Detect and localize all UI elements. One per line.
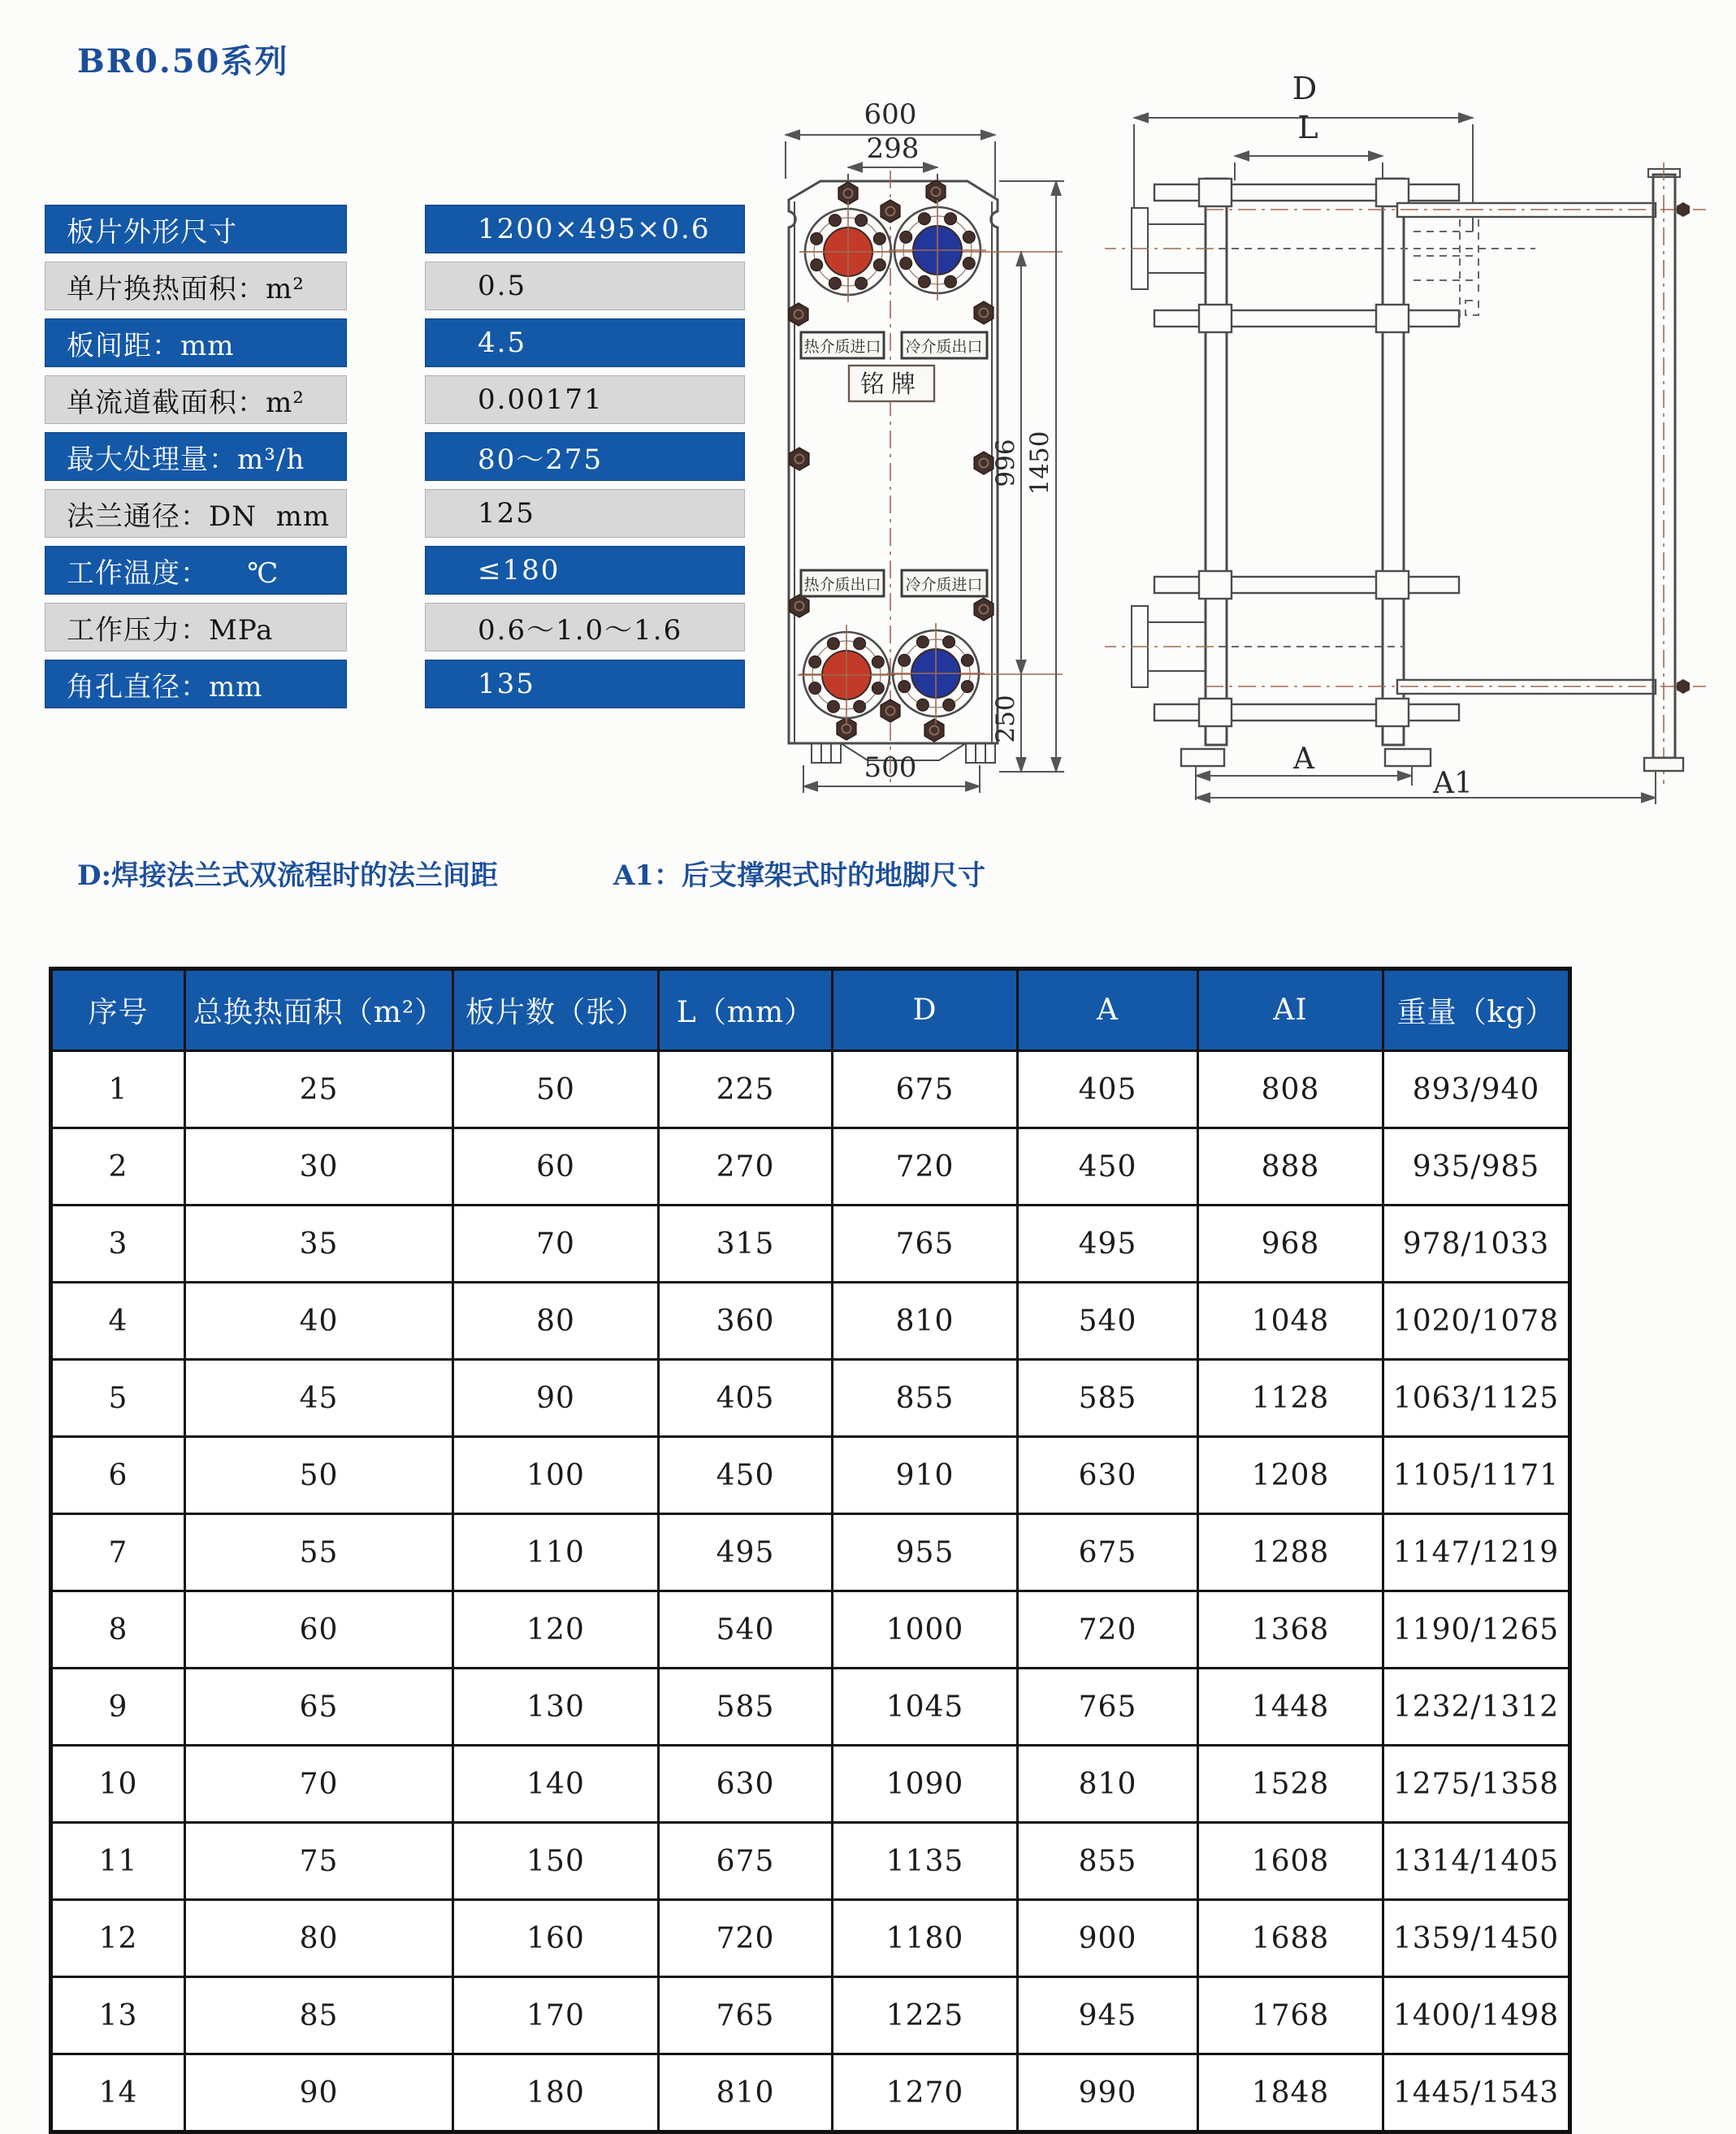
table-cell: 1288: [1198, 1514, 1383, 1591]
table-cell: 893/940: [1383, 1051, 1570, 1128]
table-cell: 450: [1018, 1128, 1198, 1206]
column-header: 总换热面积（m²）: [185, 969, 453, 1051]
table-cell: 8: [51, 1591, 185, 1669]
table-cell: 1180: [833, 1900, 1018, 1977]
table-cell: 1090: [833, 1746, 1018, 1823]
dim-A-label: A: [1293, 742, 1314, 776]
spec-value: 0.00171: [425, 375, 745, 424]
table-body: [51, 1051, 1570, 2132]
table-cell: 360: [659, 1283, 833, 1360]
table-cell: 110: [453, 1514, 659, 1591]
table-cell: 170: [453, 1977, 659, 2054]
table-cell: 180: [453, 2054, 659, 2132]
table-cell: 810: [659, 2054, 833, 2132]
table-cell: 585: [1018, 1360, 1198, 1437]
table-cell: 1: [51, 1051, 185, 1128]
table-row: [51, 1977, 1570, 2054]
table-cell: 990: [1018, 2054, 1198, 2132]
table-cell: 270: [659, 1128, 833, 1206]
table-cell: 1105/1171: [1383, 1437, 1570, 1514]
spec-label: 单片换热面积：m²: [45, 262, 347, 310]
table-cell: 25: [185, 1051, 453, 1128]
dim-D-label: D: [1292, 71, 1318, 106]
table-cell: 955: [833, 1514, 1018, 1591]
spec-value: 1200×495×0.6: [425, 205, 745, 253]
table-cell: 1448: [1198, 1669, 1383, 1746]
hot-outlet-label: 热介质出口: [803, 576, 881, 594]
column-header: 板片数（张）: [453, 969, 659, 1051]
table-cell: 1045: [833, 1669, 1018, 1746]
table-cell: 1225: [833, 1977, 1018, 2054]
spec-label: 最大处理量：m³/h: [45, 432, 347, 481]
spec-value-column: [425, 205, 745, 716]
table-cell: 80: [453, 1283, 659, 1360]
table-cell: 1768: [1198, 1977, 1383, 2054]
cold-outlet-label: 冷介质出口: [905, 338, 983, 356]
table-cell: 3: [51, 1206, 185, 1283]
table-row: [51, 1900, 1570, 1977]
movable-plate-foot: [1385, 749, 1431, 766]
dim-L-label: L: [1297, 110, 1318, 145]
table-cell: 9: [51, 1669, 185, 1746]
table-cell: 140: [453, 1746, 659, 1823]
spec-label-column: [45, 205, 347, 716]
table-cell: 5: [51, 1360, 185, 1437]
table-cell: 1314/1405: [1383, 1823, 1570, 1900]
footnote-line: [77, 853, 1621, 892]
table-cell: 2: [51, 1128, 185, 1206]
fixed-plate: [1206, 179, 1227, 745]
lower-pipe-flange: [1105, 606, 1404, 687]
column-header: 序号: [51, 969, 185, 1051]
upper-pipe-flange: [1105, 208, 1535, 289]
table-cell: 630: [1018, 1437, 1198, 1514]
table-cell: 225: [659, 1051, 833, 1128]
table-cell: 1688: [1198, 1900, 1383, 1977]
front-foot-right: [966, 743, 995, 763]
table-row: [51, 1051, 1570, 1128]
table-row: [51, 1669, 1570, 1746]
cold-port-bottom: [887, 623, 985, 724]
spec-value: 0.6～1.0～1.6: [425, 603, 745, 651]
dim-1450-label: 1450: [1025, 431, 1054, 496]
table-cell: 55: [185, 1514, 453, 1591]
spec-label: 工作温度： ℃: [45, 546, 347, 595]
table-row: [51, 1128, 1570, 1206]
table-cell: 60: [453, 1128, 659, 1206]
table-cell: 540: [659, 1591, 833, 1669]
table-header-row: [51, 969, 1570, 1051]
table-row: [51, 1283, 1570, 1360]
table-cell: 50: [185, 1437, 453, 1514]
footnote-a1: A1：后支撑架式时的地脚尺寸: [613, 859, 986, 892]
dim-996-label: 996: [991, 439, 1020, 487]
table-cell: 1190/1265: [1383, 1591, 1570, 1669]
rear-column-foot: [1644, 758, 1683, 771]
table-cell: 120: [453, 1591, 659, 1669]
table-cell: 4: [51, 1283, 185, 1360]
front-plate-foot: [1181, 749, 1224, 766]
table-cell: 50: [453, 1051, 659, 1128]
dim-500-label: 500: [864, 751, 917, 784]
table-row: [51, 1823, 1570, 1900]
spec-value: 80～275: [425, 432, 745, 481]
table-cell: 978/1033: [1383, 1206, 1570, 1283]
spec-value: 4.5: [425, 318, 745, 367]
table-cell: 30: [185, 1128, 453, 1206]
table-cell: 14: [51, 2054, 185, 2132]
table-cell: 1063/1125: [1383, 1360, 1570, 1437]
table-cell: 1020/1078: [1383, 1283, 1570, 1360]
table-row: [51, 1360, 1570, 1437]
table-cell: 910: [833, 1437, 1018, 1514]
table-cell: 675: [659, 1823, 833, 1900]
table-cell: 968: [1198, 1206, 1383, 1283]
column-header: A: [1018, 969, 1198, 1051]
table-cell: 1608: [1198, 1823, 1383, 1900]
table-cell: 12: [51, 1900, 185, 1977]
table-cell: 90: [185, 2054, 453, 2132]
table-cell: 75: [185, 1823, 453, 1900]
nameplate-label: 铭牌: [860, 370, 922, 399]
table-cell: 315: [659, 1206, 833, 1283]
spec-label: 工作压力：MPa: [45, 603, 347, 651]
spec-label: 板片外形尺寸: [45, 205, 347, 253]
table-cell: 888: [1198, 1128, 1383, 1206]
table-row: [51, 1206, 1570, 1283]
table-cell: 150: [453, 1823, 659, 1900]
cold-port-top: [889, 200, 986, 301]
table-cell: 720: [659, 1900, 833, 1977]
table-cell: 1528: [1198, 1746, 1383, 1823]
side-view-diagram: [1105, 57, 1736, 877]
table-cell: 1368: [1198, 1591, 1383, 1669]
column-header: D: [833, 969, 1018, 1051]
table-row: [51, 2054, 1570, 2132]
table-cell: 900: [1018, 1900, 1198, 1977]
table-cell: 10: [51, 1746, 185, 1823]
table-cell: 765: [1018, 1669, 1198, 1746]
footnote-d: D:焊接法兰式双流程时的法兰间距: [77, 859, 499, 892]
table-cell: 1270: [833, 2054, 1018, 2132]
table-cell: 855: [1018, 1823, 1198, 1900]
table-cell: 935/985: [1383, 1128, 1570, 1206]
table-cell: 6: [51, 1437, 185, 1514]
table-cell: 495: [659, 1514, 833, 1591]
dim-298-label: 298: [866, 132, 920, 165]
table-cell: 810: [1018, 1746, 1198, 1823]
page-title: BR0.50系列: [77, 42, 289, 80]
table-cell: 720: [1018, 1591, 1198, 1669]
table-cell: 540: [1018, 1283, 1198, 1360]
movable-plate: [1383, 179, 1404, 745]
spec-label: 板间距：mm: [45, 318, 347, 367]
table-cell: 810: [833, 1283, 1018, 1360]
table-cell: 130: [453, 1669, 659, 1746]
table-cell: 450: [659, 1437, 833, 1514]
table-cell: 100: [453, 1437, 659, 1514]
table-cell: 45: [185, 1360, 453, 1437]
table-cell: 765: [833, 1206, 1018, 1283]
table-cell: 720: [833, 1128, 1018, 1206]
table-cell: 1000: [833, 1591, 1018, 1669]
table-row: [51, 1514, 1570, 1591]
spec-value: 0.5: [425, 262, 745, 310]
spec-label: 法兰通径：DN mm: [45, 489, 347, 538]
front-foot-left: [812, 743, 841, 763]
table-cell: 1359/1450: [1383, 1900, 1570, 1977]
dim-250-label: 250: [991, 695, 1020, 743]
spec-label: 单流道截面积：m²: [45, 375, 347, 424]
table-row: [51, 1437, 1570, 1514]
table-cell: 1275/1358: [1383, 1746, 1570, 1823]
table-row: [51, 1746, 1570, 1823]
spec-label: 角孔直径：mm: [45, 660, 347, 708]
column-header: AI: [1198, 969, 1383, 1051]
table-cell: 70: [453, 1206, 659, 1283]
spec-value: 135: [425, 660, 745, 708]
table-cell: 675: [833, 1051, 1018, 1128]
dim-600-label: 600: [864, 98, 917, 131]
table-cell: 630: [659, 1746, 833, 1823]
table-cell: 60: [185, 1591, 453, 1669]
column-header: L（mm）: [659, 969, 833, 1051]
table-cell: 1848: [1198, 2054, 1383, 2132]
table-cell: 65: [185, 1669, 453, 1746]
spec-value: ≤180: [425, 546, 745, 595]
table-cell: 7: [51, 1514, 185, 1591]
column-header: 重量（kg）: [1383, 969, 1570, 1051]
table-cell: 1208: [1198, 1437, 1383, 1514]
table-cell: 90: [453, 1360, 659, 1437]
table-cell: 1400/1498: [1383, 1977, 1570, 2054]
model-spec-table: [49, 967, 1572, 2134]
front-view-diagram: [755, 57, 1097, 837]
dim-A1-label: A1: [1433, 767, 1473, 800]
table-cell: 495: [1018, 1206, 1198, 1283]
table-cell: 11: [51, 1823, 185, 1900]
hidden-rear-port: [1413, 219, 1478, 325]
table-cell: 13: [51, 1977, 185, 2054]
table-row: [51, 1591, 1570, 1669]
table-cell: 765: [659, 1977, 833, 2054]
table-cell: 1135: [833, 1823, 1018, 1900]
table-cell: 405: [659, 1360, 833, 1437]
table-cell: 1445/1543: [1383, 2054, 1570, 2132]
table-cell: 70: [185, 1746, 453, 1823]
table-cell: 945: [1018, 1977, 1198, 2054]
table-cell: 808: [1198, 1051, 1383, 1128]
table-cell: 80: [185, 1900, 453, 1977]
table-cell: 40: [185, 1283, 453, 1360]
table-cell: 405: [1018, 1051, 1198, 1128]
table-cell: 1048: [1198, 1283, 1383, 1360]
hot-inlet-label: 热介质进口: [803, 338, 881, 356]
table-cell: 1128: [1198, 1360, 1383, 1437]
table-cell: 855: [833, 1360, 1018, 1437]
table-cell: 35: [185, 1206, 453, 1283]
table-cell: 675: [1018, 1514, 1198, 1591]
table-cell: 85: [185, 1977, 453, 2054]
table-cell: 1147/1219: [1383, 1514, 1570, 1591]
cold-inlet-label: 冷介质进口: [905, 576, 983, 594]
table-cell: 160: [453, 1900, 659, 1977]
table-cell: 585: [659, 1669, 833, 1746]
spec-value: 125: [425, 489, 745, 538]
table-cell: 1232/1312: [1383, 1669, 1570, 1746]
